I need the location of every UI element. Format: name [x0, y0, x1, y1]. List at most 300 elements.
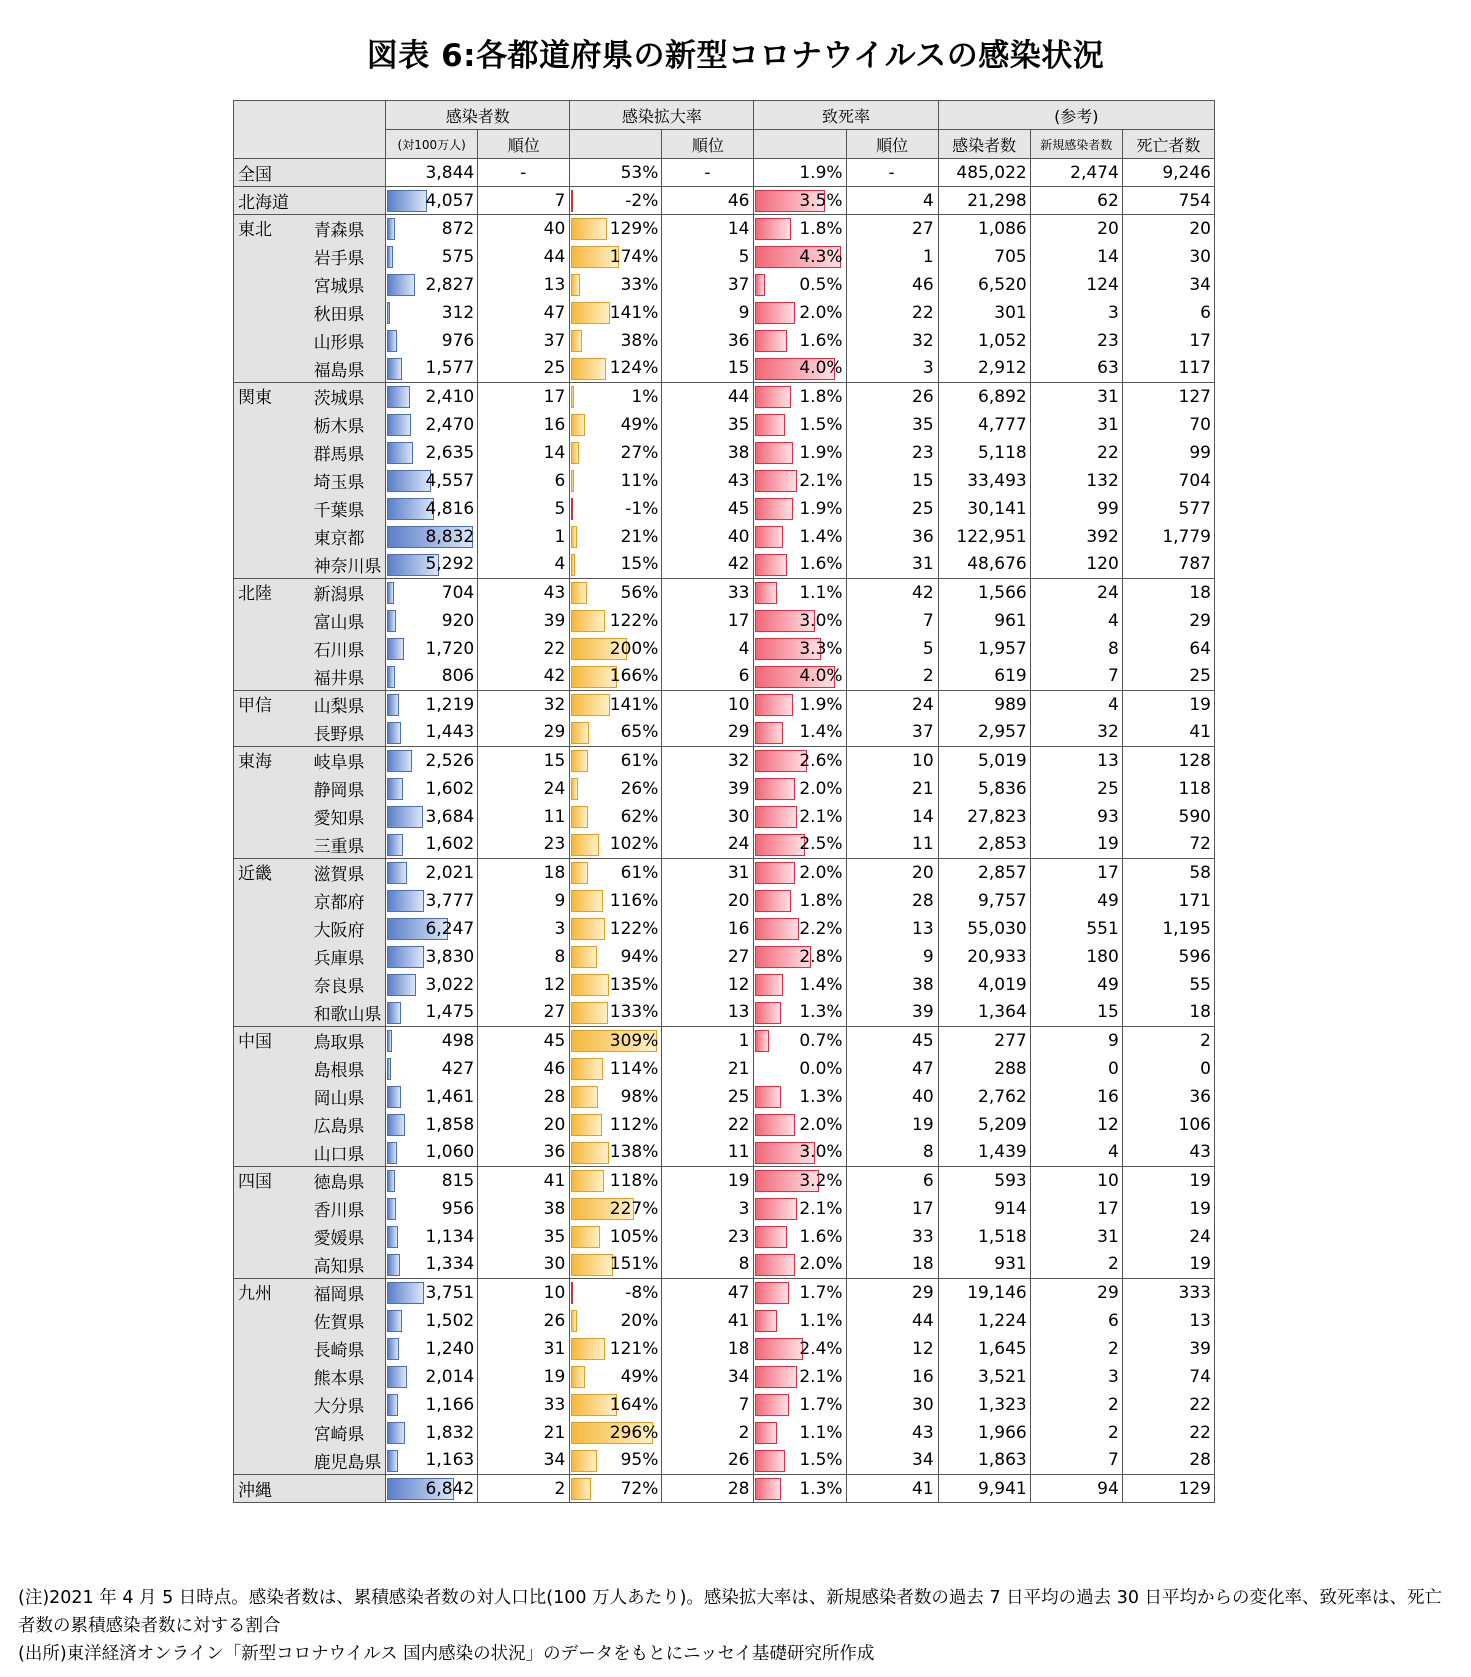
ref-new-infections: 7	[1030, 663, 1122, 691]
table-row	[234, 719, 1215, 747]
expansion-cell	[570, 971, 662, 999]
region-name	[234, 887, 308, 915]
fatality-rank: 8	[846, 1139, 938, 1167]
expansion-value: 141%	[609, 694, 659, 715]
expansion-bar	[571, 610, 605, 632]
fatality-rank: 31	[846, 551, 938, 579]
prefecture-name: 富山県	[308, 607, 386, 635]
fatality-bar	[755, 582, 777, 604]
fatality-bar	[755, 470, 797, 492]
prefecture-name: 新潟県	[308, 579, 386, 607]
fatality-rank: 32	[846, 327, 938, 355]
table-row	[234, 551, 1215, 579]
infection-rank: 41	[478, 1167, 570, 1195]
fatality-value: 1.3%	[799, 1478, 843, 1499]
infections-bar	[387, 358, 402, 380]
fatality-rank: 34	[846, 1447, 938, 1475]
expansion-rank: 41	[662, 1307, 754, 1335]
infections-value: 1,060	[425, 1142, 475, 1163]
infections-cell	[386, 943, 478, 971]
ref-new-infections: 14	[1030, 243, 1122, 271]
fatality-value: 0.5%	[799, 274, 843, 295]
table-row	[234, 1083, 1215, 1111]
expansion-cell	[570, 383, 662, 411]
table-row	[234, 859, 1215, 887]
expansion-cell	[570, 915, 662, 943]
ref-total-infections: 30,141	[938, 495, 1030, 523]
expansion-rank: -	[662, 159, 754, 187]
ref-deaths: 72	[1122, 831, 1214, 859]
table-row	[234, 523, 1215, 551]
fatality-cell	[754, 1223, 846, 1251]
infections-value: 3,684	[425, 806, 475, 827]
fatality-bar	[755, 974, 783, 996]
prefecture-name: 山口県	[308, 1139, 386, 1167]
infections-cell	[386, 383, 478, 411]
fatality-value: 1.4%	[799, 974, 843, 995]
infections-cell	[386, 159, 478, 187]
fatality-cell	[754, 215, 846, 243]
fatality-bar	[755, 1030, 769, 1052]
region-name	[234, 1363, 308, 1391]
prefecture-name: 愛知県	[308, 803, 386, 831]
expansion-rank: 32	[662, 747, 754, 775]
ref-deaths: 22	[1122, 1391, 1214, 1419]
region-name: 東北	[234, 215, 308, 243]
expansion-bar	[571, 190, 573, 212]
expansion-cell	[570, 1391, 662, 1419]
fatality-cell	[754, 579, 846, 607]
prefecture-name: 奈良県	[308, 971, 386, 999]
fatality-bar	[755, 274, 765, 296]
infection-rank: 14	[478, 439, 570, 467]
expansion-rank: 6	[662, 663, 754, 691]
expansion-rank: 8	[662, 1251, 754, 1279]
expansion-cell	[570, 831, 662, 859]
table-row	[234, 327, 1215, 355]
table-row	[234, 831, 1215, 859]
region-name	[234, 551, 308, 579]
table-row	[234, 355, 1215, 383]
expansion-bar	[571, 1142, 609, 1164]
ref-new-infections: 29	[1030, 1279, 1122, 1307]
fatality-rank: 45	[846, 1027, 938, 1055]
infection-rank: 47	[478, 299, 570, 327]
fatality-bar	[755, 1114, 795, 1136]
infections-value: 312	[441, 302, 475, 323]
infection-rank: 42	[478, 663, 570, 691]
fatality-value: 2.1%	[799, 470, 843, 491]
region-name	[234, 1251, 308, 1279]
fatality-bar	[755, 442, 793, 464]
ref-new-infections: 124	[1030, 271, 1122, 299]
ref-new-infections: 132	[1030, 467, 1122, 495]
ref-total-infections: 2,957	[938, 719, 1030, 747]
expansion-cell	[570, 551, 662, 579]
infections-cell	[386, 1307, 478, 1335]
infections-bar	[387, 274, 415, 296]
expansion-value: 98%	[620, 1086, 659, 1107]
fatality-value: 3.0%	[799, 610, 843, 631]
ref-deaths: 22	[1122, 1419, 1214, 1447]
infections-bar	[387, 1282, 424, 1304]
expansion-cell	[570, 439, 662, 467]
fatality-bar	[755, 778, 795, 800]
infections-bar	[387, 974, 416, 996]
prefecture-name: 京都府	[308, 887, 386, 915]
expansion-value: 174%	[609, 246, 659, 267]
expansion-bar	[571, 1450, 597, 1472]
fatality-bar	[755, 1310, 777, 1332]
fatality-cell	[754, 327, 846, 355]
fatality-bar	[755, 1422, 777, 1444]
fatality-value: 4.0%	[799, 666, 843, 687]
fatality-value: 1.9%	[799, 694, 843, 715]
ref-total-infections: 619	[938, 663, 1030, 691]
source-text: (出所)東洋経済オンライン「新型コロナウイルス 国内感染の状況」のデータをもとにニッセイ基礎研究所作成	[18, 1644, 875, 1664]
ref-new-infections: 180	[1030, 943, 1122, 971]
ref-new-infections: 2,474	[1030, 159, 1122, 187]
ref-total-infections: 6,520	[938, 271, 1030, 299]
fatality-rank: 28	[846, 887, 938, 915]
ref-deaths: 787	[1122, 551, 1214, 579]
ref-deaths: 577	[1122, 495, 1214, 523]
infections-cell	[386, 887, 478, 915]
fatality-cell	[754, 775, 846, 803]
header-ref-deaths: 死亡者数	[1122, 130, 1214, 159]
fatality-cell	[754, 1363, 846, 1391]
infection-rank: 24	[478, 775, 570, 803]
infections-cell	[386, 187, 478, 215]
fatality-cell	[754, 271, 846, 299]
infections-bar	[387, 1002, 401, 1024]
fatality-value: 1.3%	[799, 1086, 843, 1107]
table-row	[234, 1335, 1215, 1363]
infection-rank: 21	[478, 1419, 570, 1447]
expansion-bar	[571, 1366, 585, 1388]
infections-cell	[386, 439, 478, 467]
region-name	[234, 243, 308, 271]
fatality-bar	[755, 498, 793, 520]
expansion-value: 105%	[609, 1226, 659, 1247]
expansion-rank: 27	[662, 943, 754, 971]
infections-bar	[387, 330, 397, 352]
ref-deaths: 74	[1122, 1363, 1214, 1391]
ref-total-infections: 3,521	[938, 1363, 1030, 1391]
expansion-bar	[571, 1058, 603, 1080]
expansion-value: 65%	[620, 722, 659, 743]
table-row	[234, 187, 1215, 215]
expansion-bar	[571, 1478, 591, 1500]
ref-total-infections: 931	[938, 1251, 1030, 1279]
infections-cell	[386, 635, 478, 663]
infection-rank: 17	[478, 383, 570, 411]
header-expansion: 感染拡大率	[570, 101, 754, 130]
infections-bar	[387, 1450, 398, 1472]
header-blank	[234, 101, 386, 159]
fatality-bar	[755, 1366, 797, 1388]
ref-total-infections: 21,298	[938, 187, 1030, 215]
region-name: 関東	[234, 383, 308, 411]
ref-deaths: 1,195	[1122, 915, 1214, 943]
expansion-value: 33%	[620, 274, 659, 295]
expansion-rank: 31	[662, 859, 754, 887]
expansion-value: 296%	[609, 1422, 659, 1443]
fatality-rank: 12	[846, 1335, 938, 1363]
expansion-value: 26%	[620, 778, 659, 799]
expansion-rank: 22	[662, 1111, 754, 1139]
expansion-rank: 18	[662, 1335, 754, 1363]
ref-total-infections: 27,823	[938, 803, 1030, 831]
infection-rank: 26	[478, 1307, 570, 1335]
infection-rank: 20	[478, 1111, 570, 1139]
fatality-bar	[755, 526, 783, 548]
header-reference: (参考)	[938, 101, 1214, 130]
fatality-value: 0.7%	[799, 1030, 843, 1051]
fatality-bar	[755, 806, 797, 828]
region-name: 東海	[234, 747, 308, 775]
ref-new-infections: 4	[1030, 691, 1122, 719]
infections-value: 2,021	[425, 862, 475, 883]
infection-rank: 8	[478, 943, 570, 971]
region-name: 中国	[234, 1027, 308, 1055]
ref-deaths: 36	[1122, 1083, 1214, 1111]
fatality-bar	[755, 414, 785, 436]
expansion-cell	[570, 999, 662, 1027]
infections-bar	[387, 666, 395, 688]
fatality-cell	[754, 1251, 846, 1279]
expansion-rank: 24	[662, 831, 754, 859]
expansion-cell	[570, 1139, 662, 1167]
header-fatality-rank: 順位	[846, 130, 938, 159]
fatality-rank: 7	[846, 607, 938, 635]
prefecture-name: 群馬県	[308, 439, 386, 467]
fatality-bar	[755, 834, 805, 856]
expansion-cell	[570, 271, 662, 299]
expansion-value: 11%	[620, 470, 659, 491]
infections-bar	[387, 302, 390, 324]
infection-rank: 35	[478, 1223, 570, 1251]
ref-new-infections: 31	[1030, 411, 1122, 439]
infection-rank: 10	[478, 1279, 570, 1307]
ref-new-infections: 13	[1030, 747, 1122, 775]
expansion-value: 61%	[620, 862, 659, 883]
header-fatality: 致死率	[754, 101, 938, 130]
prefecture-name: 大阪府	[308, 915, 386, 943]
infections-value: 6,247	[425, 918, 475, 939]
fatality-value: 1.7%	[799, 1394, 843, 1415]
prefecture-name: 長野県	[308, 719, 386, 747]
expansion-cell	[570, 1475, 662, 1503]
fatality-cell	[754, 1055, 846, 1083]
region-name	[234, 663, 308, 691]
fatality-cell	[754, 859, 846, 887]
ref-deaths: 18	[1122, 579, 1214, 607]
infection-rank: 6	[478, 467, 570, 495]
fatality-bar	[755, 302, 795, 324]
table-row	[234, 411, 1215, 439]
expansion-bar	[571, 1254, 613, 1276]
infections-cell	[386, 495, 478, 523]
infections-cell	[386, 243, 478, 271]
prefecture-name: 兵庫県	[308, 943, 386, 971]
prefecture-name: 長崎県	[308, 1335, 386, 1363]
infections-bar	[387, 1142, 397, 1164]
ref-new-infections: 0	[1030, 1055, 1122, 1083]
table-row	[234, 1027, 1215, 1055]
prefecture-name: 栃木県	[308, 411, 386, 439]
fatality-cell	[754, 607, 846, 635]
fatality-value: 2.1%	[799, 1366, 843, 1387]
fatality-value: 2.2%	[799, 918, 843, 939]
fatality-bar	[755, 1338, 803, 1360]
infections-cell	[386, 579, 478, 607]
region-name	[234, 719, 308, 747]
expansion-rank: 33	[662, 579, 754, 607]
expansion-cell	[570, 495, 662, 523]
fatality-rank: 20	[846, 859, 938, 887]
infections-bar	[387, 386, 410, 408]
ref-total-infections: 705	[938, 243, 1030, 271]
infections-cell	[386, 859, 478, 887]
fatality-cell	[754, 187, 846, 215]
fatality-rank: 35	[846, 411, 938, 439]
expansion-value: -1%	[625, 498, 659, 519]
ref-deaths: 29	[1122, 607, 1214, 635]
prefecture-name: 香川県	[308, 1195, 386, 1223]
ref-deaths: 28	[1122, 1447, 1214, 1475]
infection-rank: 4	[478, 551, 570, 579]
region-name	[234, 943, 308, 971]
region-name	[234, 803, 308, 831]
ref-new-infections: 551	[1030, 915, 1122, 943]
expansion-bar	[571, 974, 609, 996]
ref-total-infections: 1,957	[938, 635, 1030, 663]
expansion-cell	[570, 1055, 662, 1083]
ref-new-infections: 20	[1030, 215, 1122, 243]
ref-total-infections: 19,146	[938, 1279, 1030, 1307]
infection-rank: -	[478, 159, 570, 187]
expansion-value: 112%	[609, 1114, 659, 1135]
ref-new-infections: 23	[1030, 327, 1122, 355]
fatality-rank: 4	[846, 187, 938, 215]
expansion-rank: 29	[662, 719, 754, 747]
ref-deaths: 704	[1122, 467, 1214, 495]
infections-value: 704	[441, 582, 475, 603]
infections-value: 1,219	[425, 694, 475, 715]
ref-deaths: 19	[1122, 1167, 1214, 1195]
ref-new-infections: 3	[1030, 1363, 1122, 1391]
table-row	[234, 579, 1215, 607]
expansion-rank: 11	[662, 1139, 754, 1167]
prefecture-name: 岐阜県	[308, 747, 386, 775]
ref-deaths: 6	[1122, 299, 1214, 327]
fatality-cell	[754, 1475, 846, 1503]
expansion-cell	[570, 243, 662, 271]
expansion-cell	[570, 1307, 662, 1335]
expansion-value: 133%	[609, 1002, 659, 1023]
notes	[18, 1584, 1458, 1668]
fatality-value: 1.9%	[799, 498, 843, 519]
fatality-rank: 17	[846, 1195, 938, 1223]
infections-bar	[387, 610, 396, 632]
expansion-rank: 28	[662, 1475, 754, 1503]
infection-rank: 9	[478, 887, 570, 915]
expansion-bar	[571, 750, 588, 772]
expansion-value: 116%	[609, 890, 659, 911]
infection-rank: 36	[478, 1139, 570, 1167]
expansion-rank: 40	[662, 523, 754, 551]
expansion-value: 138%	[609, 1142, 659, 1163]
ref-total-infections: 277	[938, 1027, 1030, 1055]
expansion-bar	[571, 218, 607, 240]
table-row	[234, 887, 1215, 915]
fatality-cell	[754, 1139, 846, 1167]
ref-total-infections: 1,364	[938, 999, 1030, 1027]
infections-value: 6,842	[425, 1478, 475, 1499]
expansion-bar	[571, 414, 585, 436]
expansion-cell	[570, 1279, 662, 1307]
expansion-bar	[571, 1338, 605, 1360]
expansion-cell	[570, 355, 662, 383]
ref-deaths: 58	[1122, 859, 1214, 887]
infections-value: 1,858	[425, 1114, 475, 1135]
infection-rank: 22	[478, 635, 570, 663]
infections-bar	[387, 1254, 400, 1276]
expansion-bar	[571, 1226, 600, 1248]
expansion-value: 49%	[620, 414, 659, 435]
fatality-bar	[755, 386, 791, 408]
fatality-cell	[754, 1307, 846, 1335]
expansion-bar	[571, 778, 578, 800]
expansion-value: 124%	[609, 358, 659, 379]
expansion-bar	[571, 1310, 577, 1332]
ref-new-infections: 22	[1030, 439, 1122, 467]
expansion-value: 62%	[620, 806, 659, 827]
fatality-cell	[754, 887, 846, 915]
ref-total-infections: 20,933	[938, 943, 1030, 971]
fatality-rank: 33	[846, 1223, 938, 1251]
ref-total-infections: 122,951	[938, 523, 1030, 551]
infections-cell	[386, 523, 478, 551]
fatality-rank: 24	[846, 691, 938, 719]
fatality-rank: 46	[846, 271, 938, 299]
ref-new-infections: 32	[1030, 719, 1122, 747]
prefecture-name: 山形県	[308, 327, 386, 355]
infections-value: 920	[441, 610, 475, 631]
ref-new-infections: 93	[1030, 803, 1122, 831]
expansion-bar	[571, 694, 610, 716]
table-row	[234, 299, 1215, 327]
ref-new-infections: 8	[1030, 635, 1122, 663]
fatality-cell	[754, 411, 846, 439]
region-name	[234, 1335, 308, 1363]
expansion-bar	[571, 470, 574, 492]
fatality-value: 1.8%	[799, 890, 843, 911]
fatality-cell	[754, 159, 846, 187]
ref-total-infections: 6,892	[938, 383, 1030, 411]
infection-rank: 31	[478, 1335, 570, 1363]
fatality-rank: 15	[846, 467, 938, 495]
fatality-rank: 40	[846, 1083, 938, 1111]
fatality-value: 3.0%	[799, 1142, 843, 1163]
region-name: 北海道	[234, 187, 386, 215]
infections-cell	[386, 663, 478, 691]
infections-bar	[387, 218, 395, 240]
table-row	[234, 1195, 1215, 1223]
infections-cell	[386, 971, 478, 999]
ref-new-infections: 6	[1030, 1307, 1122, 1335]
